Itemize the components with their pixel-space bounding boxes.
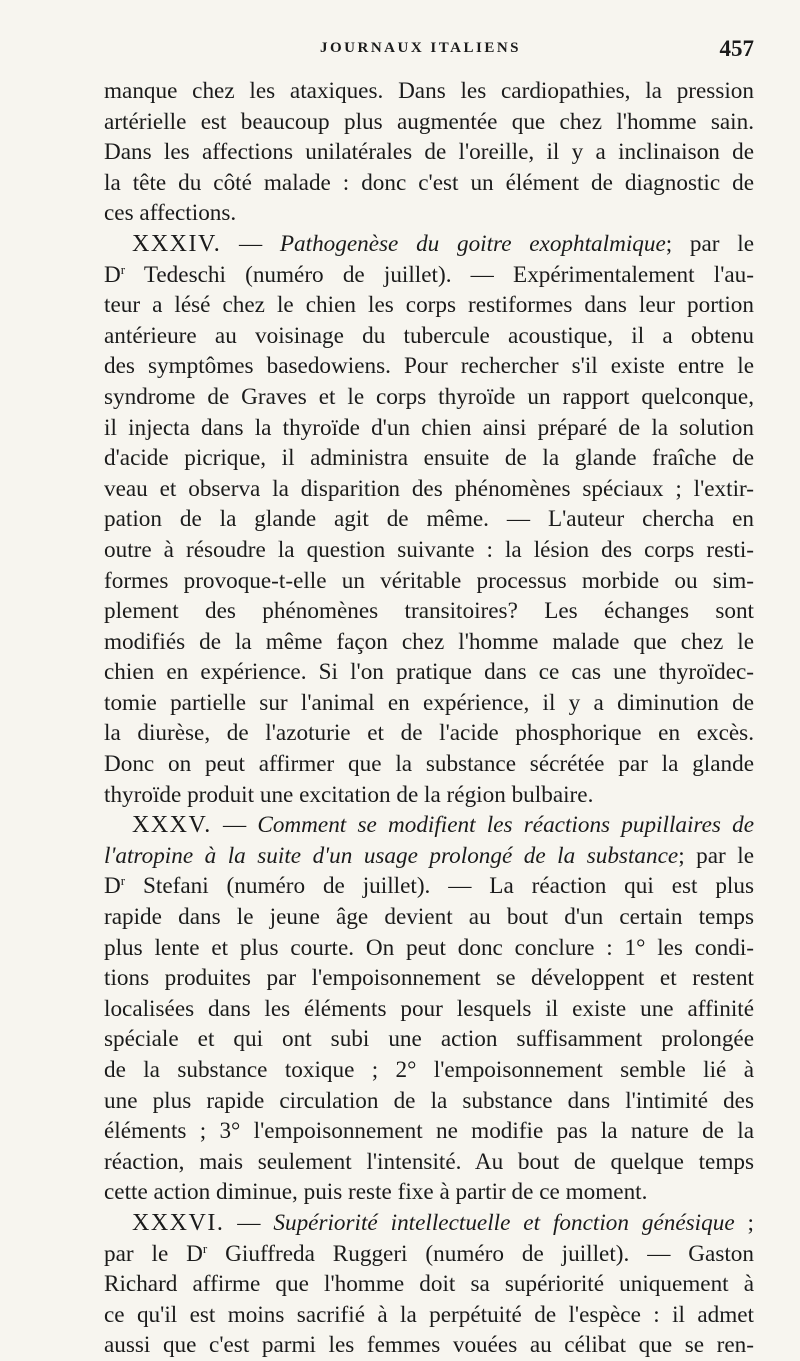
text-segment: spéciale et qui ont subi une action suffisamment prolongée: [104, 1026, 754, 1053]
text-line: [104, 474, 754, 505]
text-line: [104, 1269, 754, 1300]
text-line: [104, 1055, 754, 1086]
text-line: [104, 718, 754, 749]
superscript: r: [120, 873, 126, 889]
text-line: [104, 382, 754, 413]
text-segment: Donc on peut affirmer que la substance sécrétée par la glande: [104, 751, 754, 778]
text-segment: une plus rapide circulation de la substance dans l'intimité des: [104, 1087, 754, 1114]
text-line: [104, 780, 754, 811]
text-segment: cette action diminue, puis reste fixe à partir de ce moment.: [104, 1179, 648, 1206]
text-segment: Tedeschi (numéro de juillet). — Expérimentalement l'au-: [125, 261, 754, 288]
text-segment: Dans les affections unilatérales de l'oreille, il y a inclinaison de: [104, 139, 754, 166]
text-segment: —: [221, 230, 280, 257]
text-line: [104, 1208, 754, 1239]
text-line: [104, 1086, 754, 1117]
text-line: [104, 1239, 754, 1270]
text-segment: pation de la glande agit de même. — L'auteur chercha en: [104, 506, 754, 533]
text-segment: par le D: [104, 1240, 203, 1267]
text-segment: manque chez les ataxiques. Dans les cardiopathies, la pression: [104, 78, 754, 104]
text-line: [104, 351, 754, 382]
text-segment: ; par le: [665, 230, 754, 257]
superscript: r: [202, 1240, 208, 1256]
section-number: XXXVI.: [132, 1209, 225, 1236]
text-line: [104, 260, 754, 291]
text-segment: teur a lésé chez le chien les corps restiformes dans leur portion: [104, 292, 754, 319]
text-line: [104, 1116, 754, 1147]
page-number: 457: [719, 36, 754, 61]
text-line: [104, 1147, 754, 1178]
text-line: [104, 810, 754, 841]
text-segment: antérieure au voisinage du tubercule acoustique, il a obtenu: [104, 322, 754, 349]
text-segment: tomie partielle sur l'animal en expérience, il y a diminution de: [104, 689, 754, 716]
text-segment: plus lente et plus courte. On peut donc conclure : 1° les condi-: [104, 934, 754, 961]
section-number: XXXIV.: [132, 230, 222, 257]
text-line: [104, 933, 754, 964]
text-segment: ; par le: [678, 842, 754, 869]
text-segment: syndrome de Graves et le corps thyroïde un rapport quelconque,: [104, 383, 754, 410]
text-line: [104, 535, 754, 566]
text-line: [104, 1300, 754, 1331]
running-title: JOURNAUX ITALIENS: [320, 40, 521, 56]
text-line: [104, 76, 754, 107]
text-line: [104, 902, 754, 933]
text-line: [104, 413, 754, 444]
text-segment: veau et observa la disparition des phénomènes spéciaux ; l'extir-: [104, 475, 754, 502]
text-segment: D: [104, 261, 121, 288]
superscript: r: [120, 261, 126, 277]
section-number: XXXV.: [132, 812, 212, 839]
text-segment: il injecta dans la thyroïde d'un chien ainsi préparé de la solution: [104, 414, 754, 441]
text-line: [104, 198, 754, 229]
text-segment: ;: [734, 1209, 754, 1236]
text-segment: rapide dans le jeune âge devient au bout d'un certain temps: [104, 904, 754, 931]
text-segment: localisées dans les éléments pour lesquels il existe une affinité: [104, 995, 754, 1022]
text-segment: la tête du côté malade : donc c'est un élément de diagnostic de: [104, 169, 754, 196]
text-line: [104, 627, 754, 658]
text-line: [104, 871, 754, 902]
text-line: [104, 963, 754, 994]
text-line: [104, 688, 754, 719]
text-segment: de la substance toxique ; 2° l'empoisonnement semble lié à: [104, 1057, 754, 1083]
text-segment: ce qu'il est moins sacrifié à la perpétuité de l'espèce : il admet: [104, 1301, 754, 1328]
text-segment: réaction, mais seulement l'intensité. Au bout de quelque temps: [104, 1148, 754, 1175]
text-line: [104, 841, 754, 872]
text-line: [104, 657, 754, 688]
text-segment: Richard affirme que l'homme doit sa supériorité uniquement à: [104, 1271, 754, 1298]
italic-title: Comment se modifient les réactions pupillaires de: [257, 812, 755, 839]
text-segment: formes provoque-t-elle un véritable processus morbide ou sim-: [104, 567, 754, 594]
text-line: [104, 596, 754, 627]
text-segment: la diurèse, de l'azoturie et de l'acide phosphorique en excès.: [104, 720, 754, 747]
text-line: [104, 994, 754, 1025]
text-segment: tions produites par l'empoisonnement se développent et restent: [104, 965, 754, 992]
text-segment: d'acide picrique, il administra ensuite de la glande fraîche de: [104, 445, 754, 472]
text-line: [104, 1024, 754, 1055]
text-line: [104, 137, 754, 168]
italic-title: Supériorité intellectuelle et fonction génésique: [273, 1209, 735, 1236]
text-line: [104, 168, 754, 199]
text-segment: thyroïde produit une excitation de la région bulbaire.: [104, 781, 594, 808]
text-segment: aussi que c'est parmi les femmes vouées au célibat que se ren-: [104, 1332, 754, 1359]
text-line: [104, 566, 754, 597]
body-text: [104, 76, 754, 1361]
text-segment: artérielle est beaucoup plus augmentée que chez l'homme sain.: [104, 108, 754, 135]
text-segment: Giuffreda Ruggeri (numéro de juillet). — Gaston: [207, 1240, 754, 1267]
text-segment: ces affections.: [104, 200, 237, 227]
text-segment: D: [104, 873, 121, 900]
text-line: [104, 443, 754, 474]
italic-title: Pathogenèse du goitre exophtalmique: [279, 230, 666, 257]
text-segment: éléments ; 3° l'empoisonnement ne modifie pas la nature de la: [104, 1118, 754, 1145]
text-segment: —: [224, 1209, 274, 1236]
text-segment: Stefani (numéro de juillet). — La réaction qui est plus: [125, 873, 754, 900]
text-line: [104, 290, 754, 321]
text-line: [104, 229, 754, 260]
text-line: [104, 504, 754, 535]
text-line: [104, 749, 754, 780]
text-segment: outre à résoudre la question suivante : la lésion des corps resti-: [104, 536, 754, 563]
text-segment: —: [211, 812, 258, 839]
running-header: [104, 36, 754, 72]
text-segment: des symptômes basedowiens. Pour rechercher s'il existe entre le: [104, 353, 754, 380]
text-line: [104, 1330, 754, 1361]
text-segment: plement des phénomènes transitoires? Les échanges sont: [104, 598, 754, 625]
text-segment: chien en expérience. Si l'on pratique dans ce cas une thyroïdec-: [104, 659, 754, 686]
text-line: [104, 107, 754, 138]
text-line: [104, 1177, 754, 1208]
italic-title: l'atropine à la suite d'un usage prolongé de la substance: [104, 842, 679, 869]
text-segment: modifiés de la même façon chez l'homme malade que chez le: [104, 628, 754, 655]
text-line: [104, 321, 754, 352]
